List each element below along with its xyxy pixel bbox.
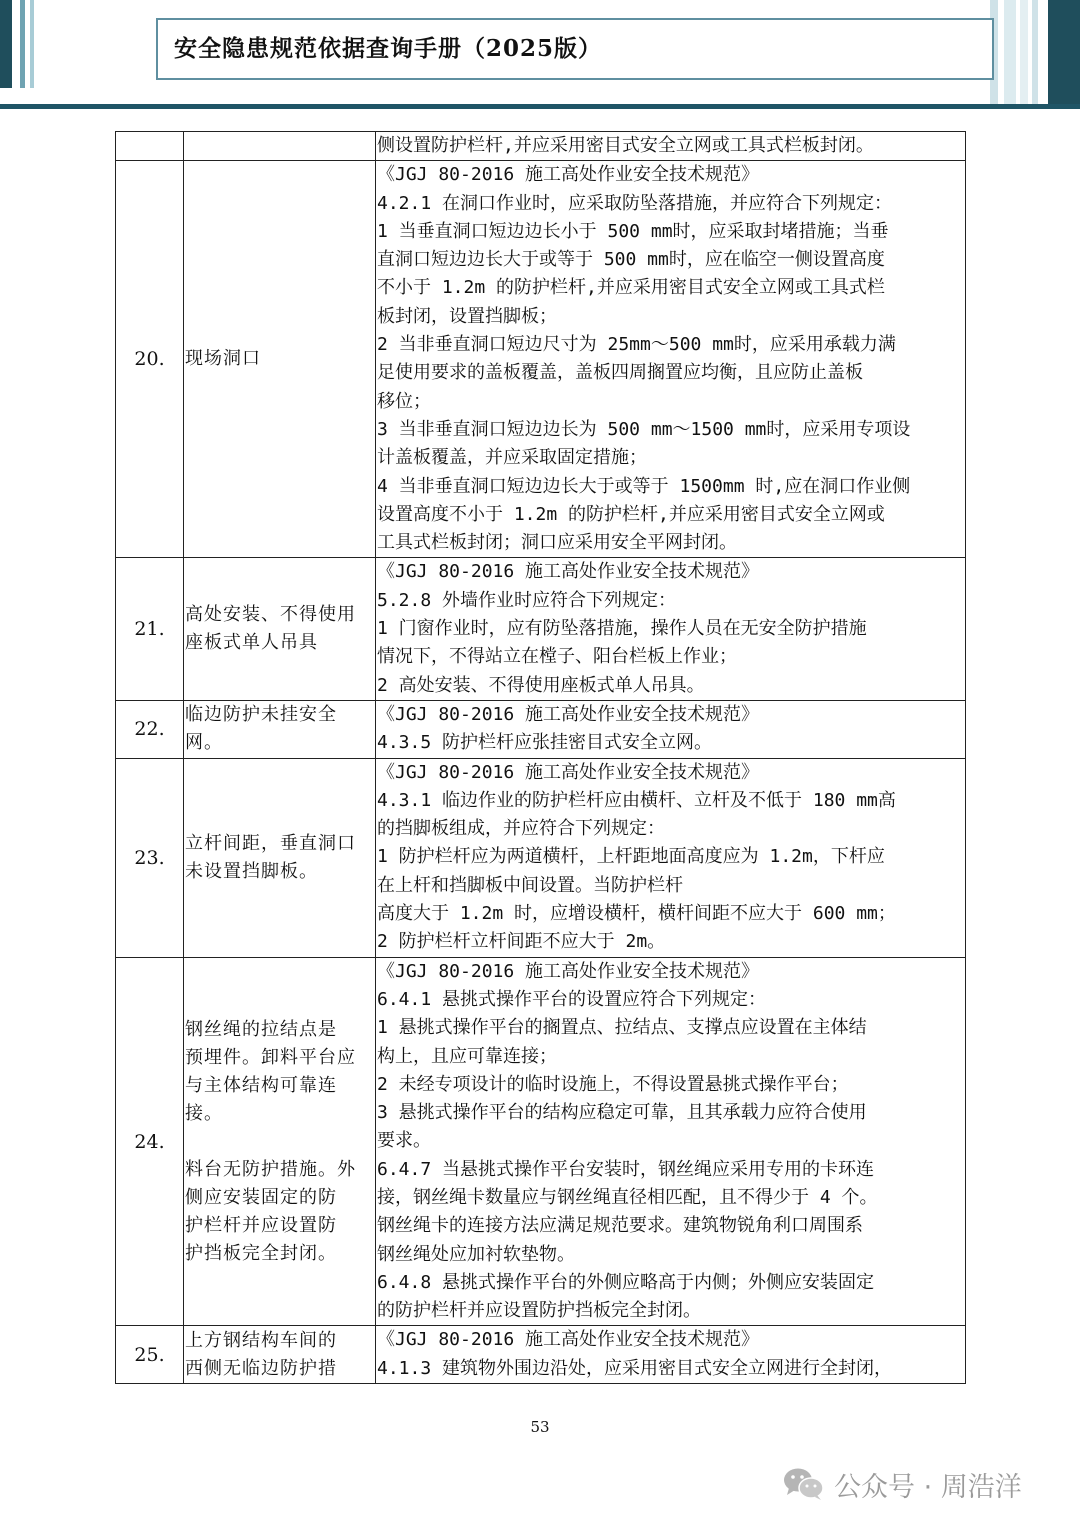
document-title: 安全隐患规范依据查询手册（2025版） bbox=[174, 35, 603, 62]
hazard-item bbox=[184, 1326, 376, 1384]
basis-line: 1 悬挑式操作平台的搁置点、拉结点、支撑点应设置在主体结 bbox=[377, 1017, 867, 1039]
basis-line: 2 防护栏杆立杆间距不应大于 2m。 bbox=[377, 931, 666, 953]
basis-line: 《JGJ 80-2016 施工高处作业安全技术规范》 bbox=[377, 703, 760, 725]
basis-line: 钢丝绳处应加衬软垫物。 bbox=[377, 1243, 575, 1265]
basis-line: 高度大于 1.2m 时，应增设横杆，横杆间距不应大于 600 mm； bbox=[377, 903, 896, 925]
item-line: 护挡板完全封闭。 bbox=[185, 1242, 337, 1264]
basis-line: 3 悬挑式操作平台的结构应稳定可靠，且其承载力应符合使用 bbox=[377, 1102, 867, 1124]
basis-line: 要求。 bbox=[377, 1130, 431, 1152]
header-decor-bar bbox=[30, 0, 34, 88]
item-line: 料台无防护措施。外 bbox=[185, 1158, 356, 1180]
regulation-basis bbox=[376, 558, 966, 700]
basis-line: 构上，且应可靠连接； bbox=[377, 1045, 557, 1067]
table-row bbox=[116, 132, 966, 161]
regulation-basis bbox=[376, 132, 966, 161]
item-line: 临边防护未挂安全 bbox=[185, 704, 337, 726]
row-number bbox=[116, 132, 184, 161]
page-number: 53 bbox=[530, 1418, 550, 1436]
row-number: 20. bbox=[116, 161, 184, 558]
basis-line: 移位； bbox=[377, 390, 431, 412]
table-row bbox=[116, 758, 966, 957]
basis-line: 计盖板覆盖，并应采取固定措施； bbox=[377, 447, 647, 469]
table-row bbox=[116, 700, 966, 758]
basis-line: 《JGJ 80-2016 施工高处作业安全技术规范》 bbox=[377, 1329, 760, 1351]
basis-line: 钢丝绳卡的连接方法应满足规范要求。建筑物锐角利口周围系 bbox=[377, 1215, 863, 1237]
basis-line: 2 高处安装、不得使用座板式单人吊具。 bbox=[377, 674, 705, 696]
hazard-item bbox=[184, 161, 376, 558]
hazard-item bbox=[184, 957, 376, 1326]
basis-line: 4.3.1 临边作业的防护栏杆应由横杆、立杆及不低于 180 mm高 bbox=[377, 789, 896, 811]
item-line: 预埋件。卸料平台应 bbox=[185, 1046, 356, 1068]
item-line: 与主体结构可靠连 bbox=[185, 1074, 337, 1096]
basis-line: 3 当非垂直洞口短边边长为 500 mm～1500 mm时，应采用专项设 bbox=[377, 418, 911, 440]
table-row bbox=[116, 1326, 966, 1384]
basis-line: 的防护栏杆并应设置防护挡板完全封闭。 bbox=[377, 1300, 701, 1322]
row-number: 23. bbox=[116, 758, 184, 957]
header-title-box bbox=[156, 18, 994, 80]
item-line: 侧应安装固定的防 bbox=[185, 1186, 337, 1208]
item-line: 高处安装、不得使用 bbox=[185, 604, 356, 626]
basis-line: 《JGJ 80-2016 施工高处作业安全技术规范》 bbox=[377, 164, 760, 186]
regulation-basis bbox=[376, 1326, 966, 1384]
item-line: 立杆间距，垂直洞口 bbox=[185, 832, 356, 854]
basis-line: 1 当垂直洞口短边边长小于 500 mm时，应采取封堵措施；当垂 bbox=[377, 220, 889, 242]
basis-line: 在上杆和挡脚板中间设置。当防护栏杆 bbox=[377, 874, 683, 896]
basis-line: 直洞口短边边长大于或等于 500 mm时，应在临空一侧设置高度 bbox=[377, 249, 885, 271]
basis-line: 侧设置防护栏杆,并应采用密目式安全立网或工具式栏板封闭。 bbox=[377, 135, 874, 156]
basis-line: 6.4.8 悬挑式操作平台的外侧应略高于内侧；外侧应安装固定 bbox=[377, 1271, 875, 1293]
basis-line: 4.3.5 防护栏杆应张挂密目式安全立网。 bbox=[377, 732, 713, 754]
basis-line: 的挡脚板组成，并应符合下列规定： bbox=[377, 818, 665, 840]
item-line: 西侧无临边防护措 bbox=[185, 1357, 337, 1379]
basis-line: 接，钢丝绳卡数量应与钢丝绳直径相匹配，且不得少于 4 个。 bbox=[377, 1186, 878, 1208]
basis-line: 4.1.3 建筑物外围边沿处，应采用密目式安全立网进行全封闭， bbox=[377, 1357, 893, 1379]
regulation-basis bbox=[376, 957, 966, 1326]
basis-line: 4 当非垂直洞口短边边长大于或等于 1500mm 时,应在洞口作业侧 bbox=[377, 475, 911, 497]
wechat-icon bbox=[782, 1466, 826, 1502]
row-number: 22. bbox=[116, 700, 184, 758]
basis-line: 2 未经专项设计的临时设施上，不得设置悬挑式操作平台； bbox=[377, 1073, 849, 1095]
item-line: 网。 bbox=[185, 732, 223, 754]
hazard-item bbox=[184, 758, 376, 957]
item-spacer bbox=[185, 1128, 374, 1156]
hazard-item bbox=[184, 132, 376, 161]
header-decor-bar bbox=[20, 0, 25, 88]
basis-line: 《JGJ 80-2016 施工高处作业安全技术规范》 bbox=[377, 761, 760, 783]
item-line: 现场洞口 bbox=[185, 348, 261, 370]
item-line: 未设置挡脚板。 bbox=[185, 860, 318, 882]
header-decor-bar bbox=[0, 0, 12, 88]
basis-line: 不小于 1.2m 的防护栏杆,并应采用密目式安全立网或工具式栏 bbox=[377, 277, 885, 299]
header-rule bbox=[0, 104, 1080, 109]
watermark-text: 公众号 · 周浩洋 bbox=[834, 1471, 1022, 1503]
table-row bbox=[116, 558, 966, 700]
basis-line: 4.2.1 在洞口作业时，应采取防坠落措施，并应符合下列规定： bbox=[377, 192, 893, 214]
table-row bbox=[116, 957, 966, 1326]
basis-line: 情况下，不得站立在樘子、阳台栏板上作业； bbox=[377, 646, 737, 668]
basis-line: 板封闭，设置挡脚板； bbox=[377, 305, 557, 327]
basis-line: 工具式栏板封闭；洞口应采用安全平网封闭。 bbox=[377, 532, 737, 554]
watermark bbox=[782, 1464, 1022, 1504]
hazard-item bbox=[184, 558, 376, 700]
item-line: 接。 bbox=[185, 1102, 223, 1124]
item-line: 座板式单人吊具 bbox=[185, 632, 318, 654]
basis-line: 5.2.8 外墙作业时应符合下列规定： bbox=[377, 589, 677, 611]
header-decor-stripes bbox=[990, 0, 1080, 104]
basis-line: 6.4.1 悬挑式操作平台的设置应符合下列规定： bbox=[377, 988, 767, 1010]
item-line: 上方钢结构车间的 bbox=[185, 1329, 337, 1351]
basis-line: 足使用要求的盖板覆盖，盖板四周搁置应均衡，且应防止盖板 bbox=[377, 362, 863, 384]
regulation-basis bbox=[376, 161, 966, 558]
basis-line: 6.4.7 当悬挑式操作平台安装时，钢丝绳应采用专用的卡环连 bbox=[377, 1158, 875, 1180]
basis-line: 《JGJ 80-2016 施工高处作业安全技术规范》 bbox=[377, 960, 760, 982]
hazard-table bbox=[115, 131, 966, 1384]
basis-line: 2 当非垂直洞口短边尺寸为 25mm～500 mm时，应采用承载力满 bbox=[377, 334, 896, 356]
table-row bbox=[116, 161, 966, 558]
basis-line: 《JGJ 80-2016 施工高处作业安全技术规范》 bbox=[377, 561, 760, 583]
row-number: 21. bbox=[116, 558, 184, 700]
basis-line: 设置高度不小于 1.2m 的防护栏杆,并应采用密目式安全立网或 bbox=[377, 503, 885, 525]
basis-line: 1 防护栏杆应为两道横杆，上杆距地面高度应为 1.2m，下杆应 bbox=[377, 846, 885, 868]
row-number: 24. bbox=[116, 957, 184, 1326]
item-line: 护栏杆并应设置防 bbox=[185, 1214, 337, 1236]
regulation-basis bbox=[376, 700, 966, 758]
hazard-item bbox=[184, 700, 376, 758]
item-line: 钢丝绳的拉结点是 bbox=[185, 1018, 337, 1040]
row-number: 25. bbox=[116, 1326, 184, 1384]
regulation-basis bbox=[376, 758, 966, 957]
basis-line: 1 门窗作业时，应有防坠落措施，操作人员在无安全防护措施 bbox=[377, 618, 867, 640]
